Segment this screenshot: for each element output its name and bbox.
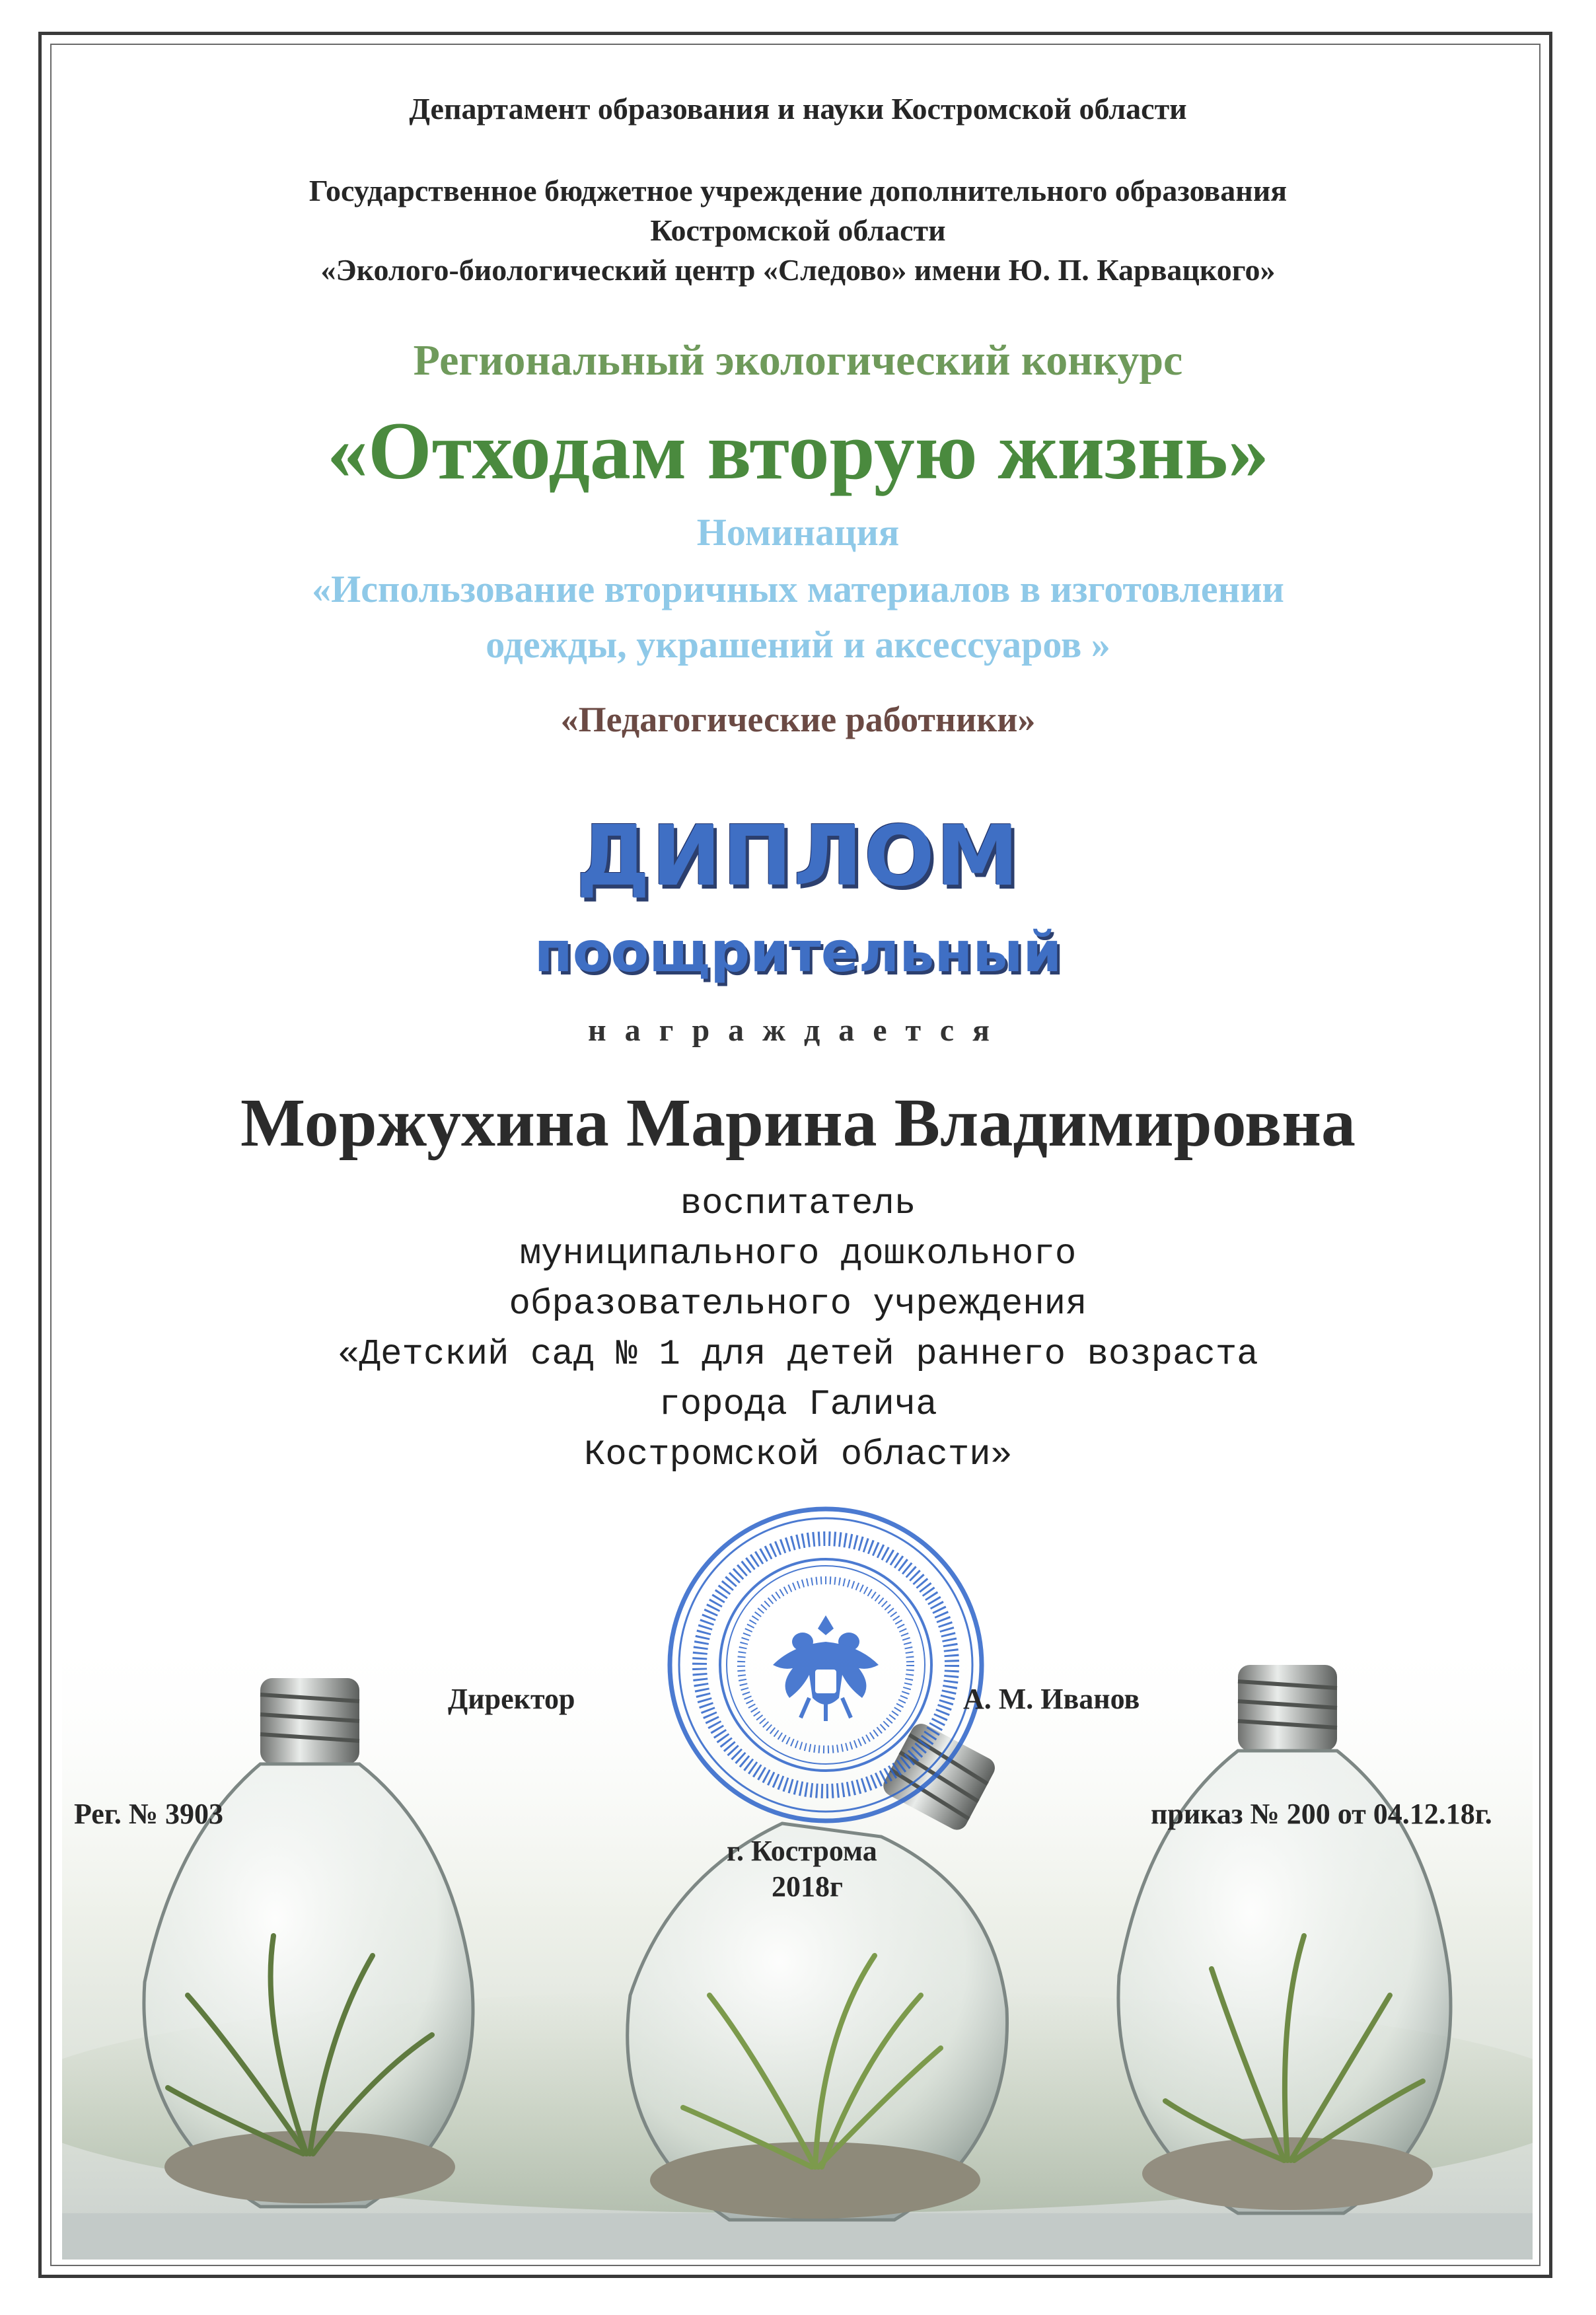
nomination-label: Номинация xyxy=(696,511,900,554)
department-name: Департамент образования и науки Костромской области xyxy=(409,92,1187,126)
awarded-label: награждается xyxy=(588,1013,1008,1048)
recipient-org-line-4: города Галича xyxy=(659,1385,937,1425)
institution-line-2: Костромской области xyxy=(650,213,946,247)
order-number: приказ № 200 от 04.12.18г. xyxy=(1151,1798,1492,1830)
diploma-kind: поощрительный xyxy=(534,920,1062,984)
diploma-title: ДИПЛОМ xyxy=(575,807,1021,904)
nomination-category: «Педагогические работники» xyxy=(560,700,1036,739)
contest-label: Региональный экологический конкурс xyxy=(413,336,1183,385)
institution-line-1: Государственное бюджетное учреждение дополнительного образования xyxy=(308,174,1288,207)
recipient-name: Моржухина Марина Владимировна xyxy=(240,1085,1356,1161)
nomination-line-1: «Использование вторичных материалов в изготовлении xyxy=(312,568,1284,610)
contest-title: «Отходам вторую жизнь» xyxy=(327,406,1269,496)
official-seal-icon xyxy=(661,1500,991,1830)
director-label: Директор xyxy=(448,1683,575,1715)
recipient-org-line-2: образовательного учреждения xyxy=(509,1284,1087,1325)
registration-number: Рег. № 3903 xyxy=(74,1798,224,1830)
institution-line-3: «Эколого-биологический центр «Следово» имени Ю. П. Карвацкого» xyxy=(320,253,1276,287)
year: 2018г xyxy=(772,1870,843,1903)
recipient-org-line-3: «Детский сад № 1 для детей раннего возраста xyxy=(338,1335,1258,1375)
recipient-org-line-1: муниципального дошкольного xyxy=(519,1234,1077,1274)
city: г. Кострома xyxy=(727,1835,877,1867)
recipient-org-line-5: Костромской области» xyxy=(583,1435,1013,1475)
director-name: А. М. Иванов xyxy=(963,1683,1140,1715)
recipient-position: воспитатель xyxy=(680,1184,916,1224)
nomination-line-2: одежды, украшений и аксессуаров » xyxy=(486,623,1110,666)
